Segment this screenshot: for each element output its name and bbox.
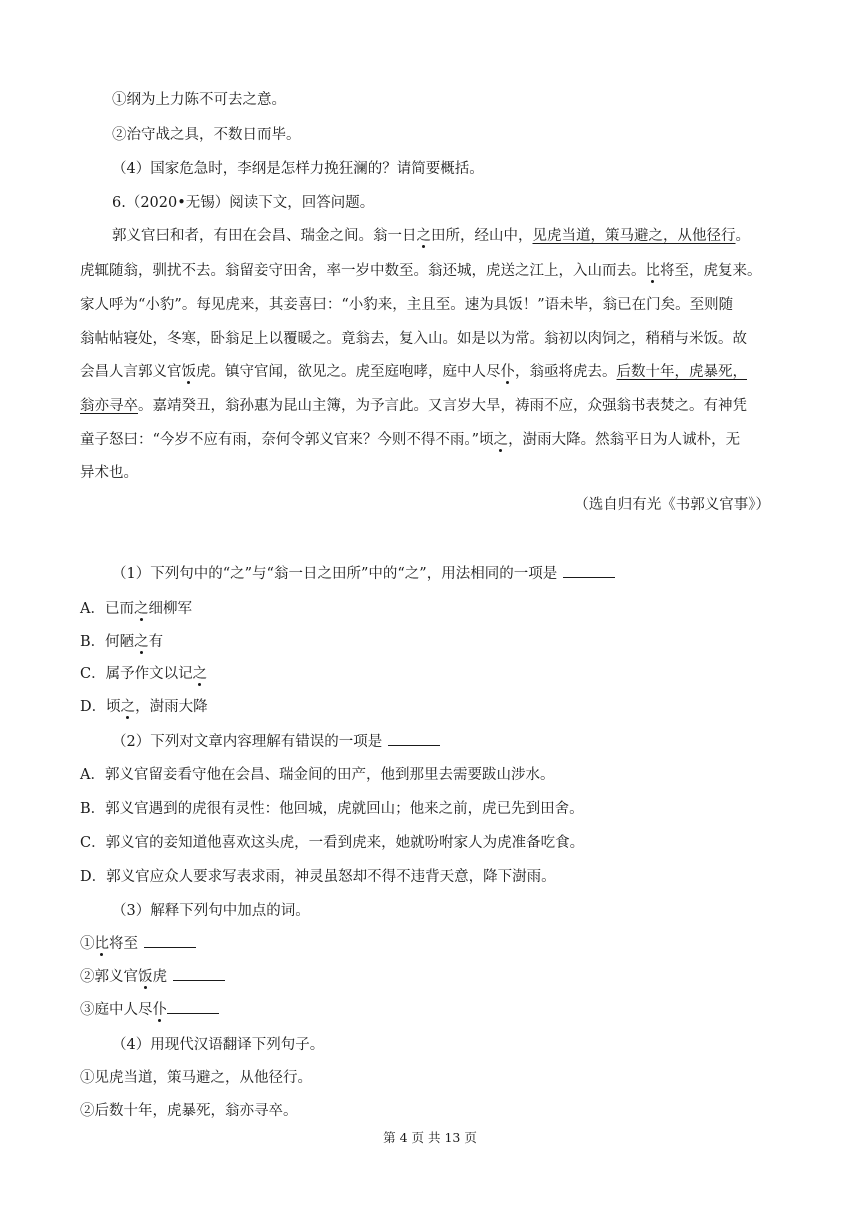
q2-option-c: C．郭义官的妾知道他喜欢这头虎，一看到虎来，她就吩咐家人为虎准备吃食。 (80, 835, 585, 851)
q4-sentence-1: ①见虎当道，策马避之，从他径行。 (80, 1070, 312, 1086)
q1-option-a: A．已而之细柳军 (80, 601, 192, 617)
q4-sentence-2: ②后数十年，虎暴死，翁亦寻卒。 (80, 1103, 298, 1119)
dotted-word: 之 (133, 601, 149, 617)
passage-line-1: 郭义官曰和者，有田在会昌、瑞金之间。翁一日之田所，经山中，见虎当道，策马避之，从他径行。 (112, 228, 750, 244)
page-footer: 第 4 页 共 13 页 (383, 1130, 477, 1145)
answer-blank[interactable] (173, 968, 225, 981)
prev-question-4: （4）国家危急时，李纲是怎样力挽狂澜的？请简要概括。 (112, 161, 484, 177)
q1-option-d: D．顷之，澍雨大降 (80, 699, 208, 715)
underlined-sentence: 后数十年，虎暴死， (616, 364, 747, 380)
dotted-word: 之 (134, 634, 149, 650)
passage-line-2: 虎辄随翁，驯扰不去。翁留妾守田舍，率一岁中数至。翁还城，虎送之江上，入山而去。比将至，虎复来。 (80, 263, 762, 279)
q1-option-c: C．属予作文以记之 (80, 666, 208, 682)
q1-option-b: B．何陋之有 (80, 634, 164, 650)
passage-line-6: 翁亦寻卒。嘉靖癸丑，翁孙惠为昆山主簿，为予言此。又言岁大旱，祷雨不应，众强翁书表焚之。有神凭 (80, 398, 747, 414)
passage-line-3: 家人呼为“小豹”。每见虎来，其妾喜曰：“小豹来，主且至。速为具饭！”语未毕，翁已在门矣。至则随 (80, 297, 734, 313)
question-4-stem: （4）用现代汉语翻译下列句子。 (112, 1037, 325, 1053)
question-1-stem: （1）下列句中的“之”与“翁一日之田所”中的“之”，用法相同的一项是 (112, 564, 812, 584)
prev-item-1: ①纲为上力陈不可去之意。 (112, 92, 286, 108)
dotted-word: 之 (493, 432, 509, 448)
q3-item-3: ③庭中人尽仆 (80, 1000, 780, 1020)
passage-line-4: 翁帖帖寝处，冬寒，卧翁足上以覆暖之。竟翁去，复入山。如是以为常。翁初以肉饲之，稍稍与米饭。故 (80, 331, 747, 347)
dotted-word: 之 (120, 699, 136, 715)
dotted-word: 比 (645, 263, 660, 279)
passage-line-5: 会昌人言郭义官饭虎。镇守官闻，欲见之。虎至庭咆哮，庭中人尽仆，翁亟将虎去。后数十年，虎暴死， (80, 364, 747, 380)
question-3-stem: （3）解释下列句中加点的词。 (112, 903, 310, 919)
passage-line-7: 童子怒曰：“今岁不应有雨，奈何令郭义官来？今则不得不雨。”顷之，澍雨大降。然翁平日为人诚朴，无 (80, 432, 741, 448)
passage-line-8: 异术也。 (80, 465, 138, 481)
answer-blank[interactable] (144, 935, 196, 948)
dotted-word: 之 (192, 666, 208, 682)
answer-blank[interactable] (563, 565, 615, 578)
dotted-word: 饭 (181, 364, 196, 380)
prev-item-2: ②治守战之具，不数日而毕。 (112, 127, 301, 143)
q2-option-a: A．郭义官留妾看守他在会昌、瑞金间的田产，他到那里去需要跋山涉水。 (80, 767, 555, 783)
answer-blank[interactable] (167, 1001, 219, 1014)
dotted-word: 饭 (138, 969, 153, 985)
answer-blank[interactable] (388, 733, 440, 746)
dotted-word: 仆 (500, 364, 515, 380)
dotted-word: 之 (416, 228, 431, 244)
passage-source: （选自归有光《书郭义官事》） (574, 497, 770, 513)
q2-option-b: B．郭义官遇到的虎很有灵性：他回城，虎就回山；他来之前，虎已先到田舍。 (80, 801, 584, 817)
dotted-word: 仆 (152, 1002, 167, 1018)
dotted-word: 比 (94, 936, 109, 952)
underlined-sentence: 见虎当道，策马避之，从他径行 (532, 228, 736, 244)
question-2-stem: （2）下列对文章内容理解有错误的一项是 (112, 732, 812, 752)
q3-item-1: ①比将至 (80, 934, 780, 954)
question-6-header: 6.（2020•无锡）阅读下文，回答问题。 (112, 195, 375, 211)
underlined-sentence: 翁亦寻卒 (80, 398, 138, 414)
q2-option-d: D．郭义官应众人要求写表求雨，神灵虽怒却不得不违背天意，降下澍雨。 (80, 869, 556, 885)
q3-item-2: ②郭义官饭虎 (80, 967, 780, 987)
